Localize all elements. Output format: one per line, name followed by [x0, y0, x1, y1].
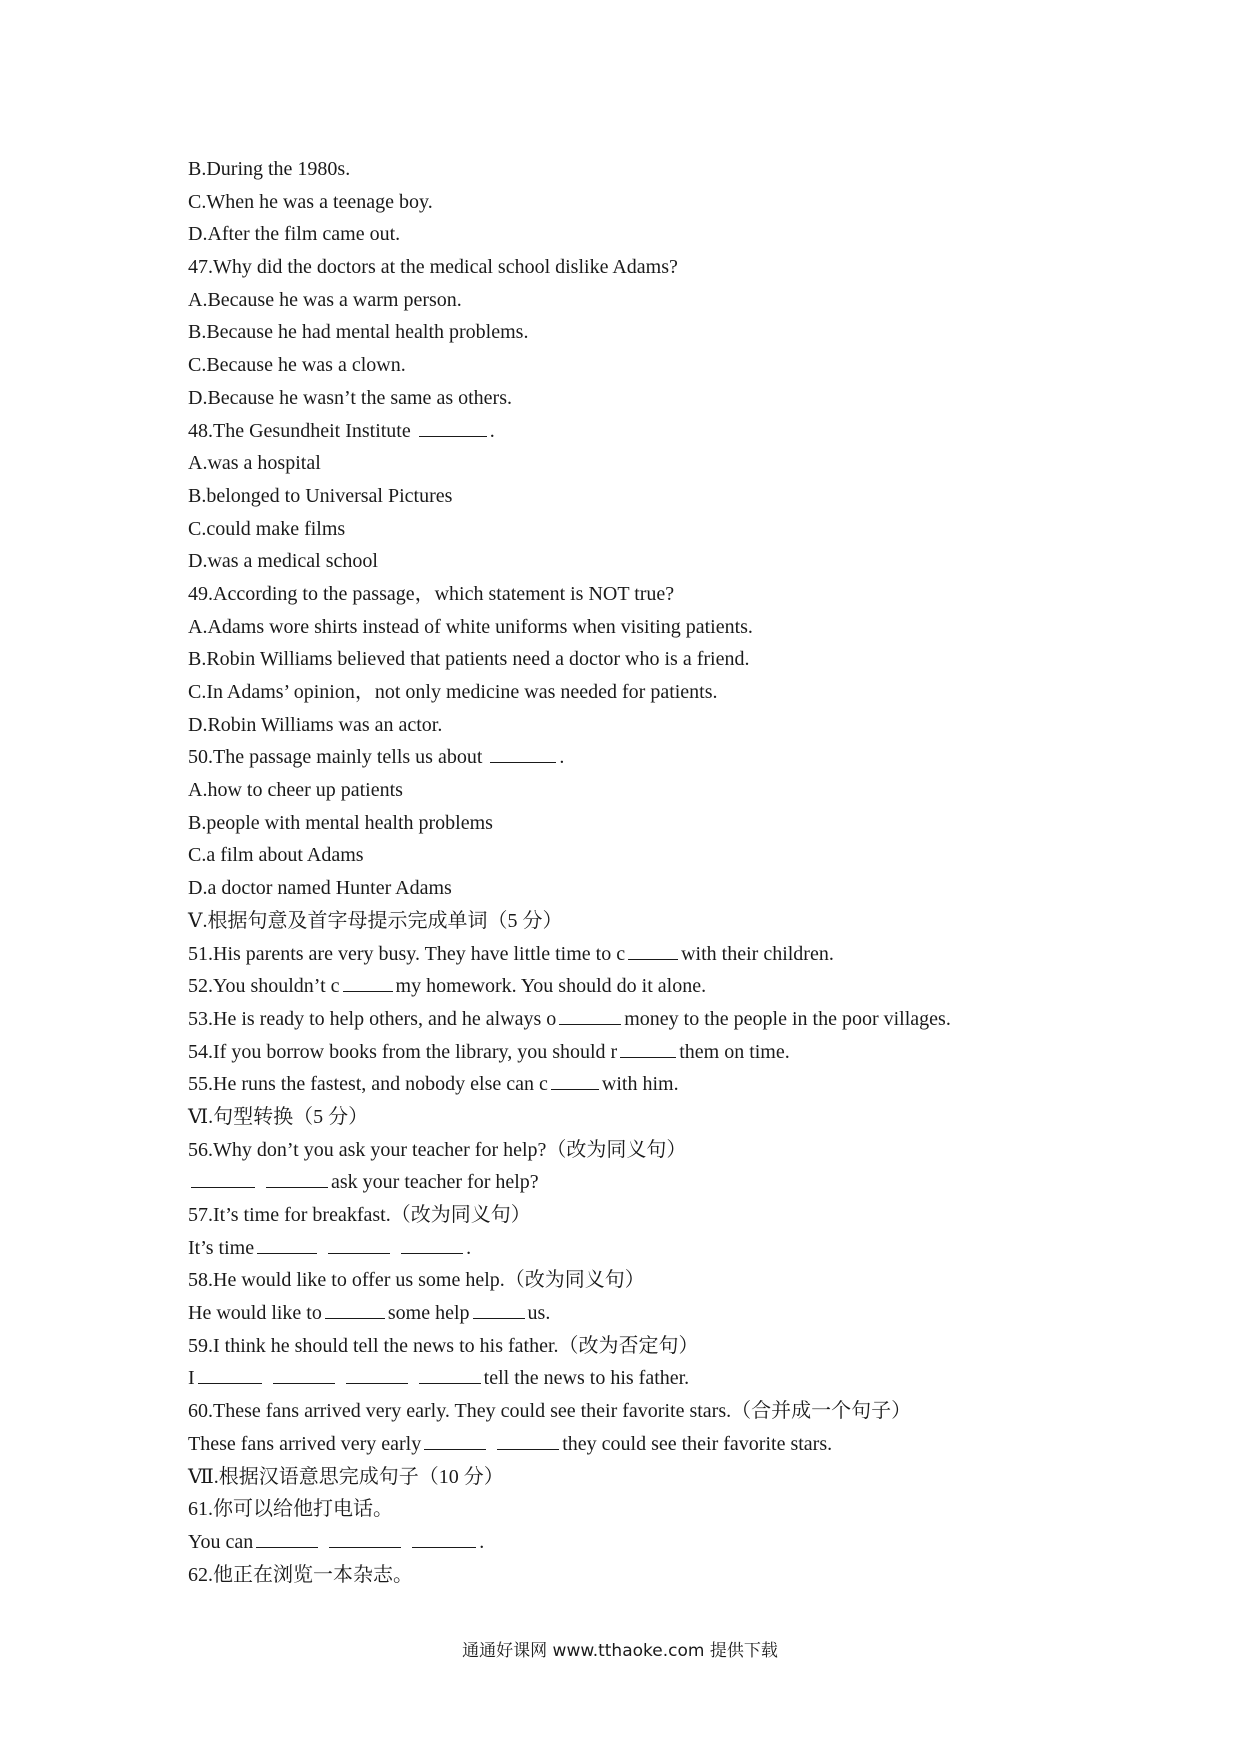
answer-blank [490, 742, 556, 763]
text-line [188, 251, 1088, 284]
text-line [188, 513, 1088, 546]
text-line [188, 349, 1088, 382]
line-text: my homework. You should do it alone. [395, 975, 707, 998]
line-text: tell the news to his father. [483, 1367, 690, 1390]
line-text [404, 1531, 409, 1553]
line-text: I [188, 1367, 195, 1390]
line-text: . [466, 1236, 472, 1259]
text-line [188, 643, 1088, 676]
line-text: 50.The passage mainly tells us about [188, 746, 488, 769]
line-text: You can [188, 1530, 254, 1553]
text-line [188, 709, 1088, 742]
text-line [188, 1101, 1088, 1134]
text-line [188, 611, 1088, 644]
line-text: B.Robin Williams believed that patients need a doctor who is a friend. [188, 648, 750, 671]
line-text [489, 1433, 494, 1455]
text-line [188, 1461, 1088, 1494]
line-text: 59.I think he should tell the news to his father.（改为否定句） [188, 1334, 699, 1357]
line-text: B.belonged to Universal Pictures [188, 484, 453, 507]
answer-blank [273, 1363, 335, 1384]
text-line [188, 807, 1088, 840]
line-text: them on time. [679, 1040, 790, 1063]
answer-blank [191, 1167, 255, 1188]
text-line [188, 153, 1088, 186]
line-text: D.a doctor named Hunter Adams [188, 877, 452, 900]
line-text [393, 1237, 398, 1259]
answer-blank [551, 1069, 599, 1090]
document-body [188, 153, 1088, 1591]
text-line [188, 1036, 1088, 1069]
answer-blank [257, 1233, 317, 1254]
line-text: It’s time [188, 1236, 255, 1259]
line-text [258, 1171, 263, 1193]
answer-blank [497, 1429, 559, 1450]
line-text: 55.He runs the fastest, and nobody else can c [188, 1073, 548, 1096]
answer-blank [412, 1527, 476, 1548]
text-line [188, 1493, 1088, 1526]
line-text: 51.His parents are very busy. They have little time to c [188, 942, 626, 965]
text-line [188, 1330, 1088, 1363]
line-text: they could see their favorite stars. [562, 1432, 833, 1455]
text-line [188, 1362, 1088, 1395]
text-line [188, 545, 1088, 578]
text-line [188, 1068, 1088, 1101]
line-text: money to the people in the poor villages. [624, 1007, 951, 1030]
line-text: 49.According to the passage，which statement is NOT true? [188, 582, 675, 605]
text-line [188, 1003, 1088, 1036]
line-text: 48.The Gesundheit Institute [188, 419, 416, 442]
line-text: us. [527, 1302, 551, 1325]
answer-blank [343, 971, 393, 992]
answer-blank [328, 1233, 390, 1254]
line-text: C.When he was a teenage boy. [188, 190, 433, 213]
line-text: A.was a hospital [188, 452, 321, 475]
answer-blank [198, 1363, 262, 1384]
answer-blank [346, 1363, 408, 1384]
line-text: . [559, 746, 565, 769]
answer-blank [401, 1233, 463, 1254]
line-text: 58.He would like to offer us some help.（改为同义句） [188, 1269, 645, 1292]
text-line [188, 1526, 1088, 1559]
line-text: some help [387, 1302, 470, 1325]
line-text: C.a film about Adams [188, 844, 364, 867]
text-line [188, 1199, 1088, 1232]
page-footer: 通通好课网 www.tthaoke.com 提供下载 [462, 1641, 778, 1661]
line-text: These fans arrived very early [188, 1432, 422, 1455]
line-text: 61.你可以给他打电话。 [188, 1498, 393, 1521]
answer-blank [559, 1004, 621, 1025]
text-line [188, 382, 1088, 415]
line-text: 53.He is ready to help others, and he always o [188, 1007, 557, 1030]
line-text: 47.Why did the doctors at the medical school dislike Adams? [188, 256, 678, 279]
line-text: . [479, 1530, 485, 1553]
text-line [188, 970, 1088, 1003]
line-text: Ⅵ.句型转换（5 分） [188, 1105, 369, 1128]
text-line [188, 578, 1088, 611]
text-line [188, 872, 1088, 905]
line-text: 62.他正在浏览一本杂志。 [188, 1563, 413, 1586]
text-line [188, 774, 1088, 807]
text-line [188, 1297, 1088, 1330]
line-text: B.people with mental health problems [188, 811, 493, 834]
line-text: He would like to [188, 1302, 322, 1325]
text-line [188, 316, 1088, 349]
line-text: B.During the 1980s. [188, 158, 351, 180]
line-text: 57.It’s time for breakfast.（改为同义句） [188, 1204, 531, 1226]
line-text: Ⅶ.根据汉语意思完成句子（10 分） [188, 1465, 504, 1488]
answer-blank [325, 1298, 385, 1319]
text-line [188, 741, 1088, 774]
line-text: . [489, 419, 495, 442]
text-line [188, 905, 1088, 938]
line-text: C.could make films [188, 517, 346, 540]
line-text: A.Because he was a warm person. [188, 288, 462, 311]
line-text: with their children. [681, 942, 834, 965]
line-text: B.Because he had mental health problems. [188, 321, 529, 344]
text-line [188, 1428, 1088, 1461]
text-line [188, 1166, 1088, 1199]
text-line [188, 1232, 1088, 1265]
line-text: D.After the film came out. [188, 223, 401, 246]
answer-blank [424, 1429, 486, 1450]
line-text: 54.If you borrow books from the library, you should r [188, 1040, 618, 1063]
line-text: ask your teacher for help? [331, 1171, 539, 1194]
line-text: D.was a medical school [188, 550, 378, 573]
text-line [188, 480, 1088, 513]
line-text: A.Adams wore shirts instead of white uniforms when visiting patients. [188, 615, 753, 638]
answer-blank [256, 1527, 318, 1548]
answer-blank [266, 1167, 328, 1188]
text-line [188, 839, 1088, 872]
line-text [411, 1367, 416, 1389]
line-text: 60.These fans arrived very early. They could see their favorite stars.（合并成一个句子） [188, 1400, 912, 1423]
answer-blank [473, 1298, 525, 1319]
text-line [188, 1559, 1088, 1592]
line-text: 56.Why don’t you ask your teacher for help?（改为同义句） [188, 1138, 687, 1161]
text-line [188, 447, 1088, 480]
answer-blank [628, 939, 678, 960]
answer-blank [329, 1527, 401, 1548]
line-text: Ⅴ.根据句意及首字母提示完成单词（5 分） [188, 909, 563, 932]
text-line [188, 1264, 1088, 1297]
line-text [265, 1367, 270, 1389]
line-text: C.Because he was a clown. [188, 354, 406, 377]
line-text: D.Robin Williams was an actor. [188, 713, 443, 736]
line-text: A.how to cheer up patients [188, 779, 403, 802]
text-line [188, 938, 1088, 971]
text-line [188, 1395, 1088, 1428]
line-text: with him. [601, 1073, 679, 1096]
text-line [188, 218, 1088, 251]
text-line [188, 676, 1088, 709]
text-line [188, 186, 1088, 219]
line-text: 52.You shouldn’t c [188, 975, 340, 998]
line-text [320, 1237, 325, 1259]
answer-blank [620, 1037, 676, 1058]
text-line [188, 1134, 1088, 1167]
line-text: C.In Adams’ opinion，not only medicine was needed for patients. [188, 681, 718, 703]
line-text [321, 1531, 326, 1553]
line-text [338, 1367, 343, 1389]
line-text: D.Because he wasn’t the same as others. [188, 386, 512, 409]
text-line [188, 415, 1088, 448]
answer-blank [419, 416, 487, 437]
answer-blank [419, 1363, 481, 1384]
text-line [188, 284, 1088, 317]
